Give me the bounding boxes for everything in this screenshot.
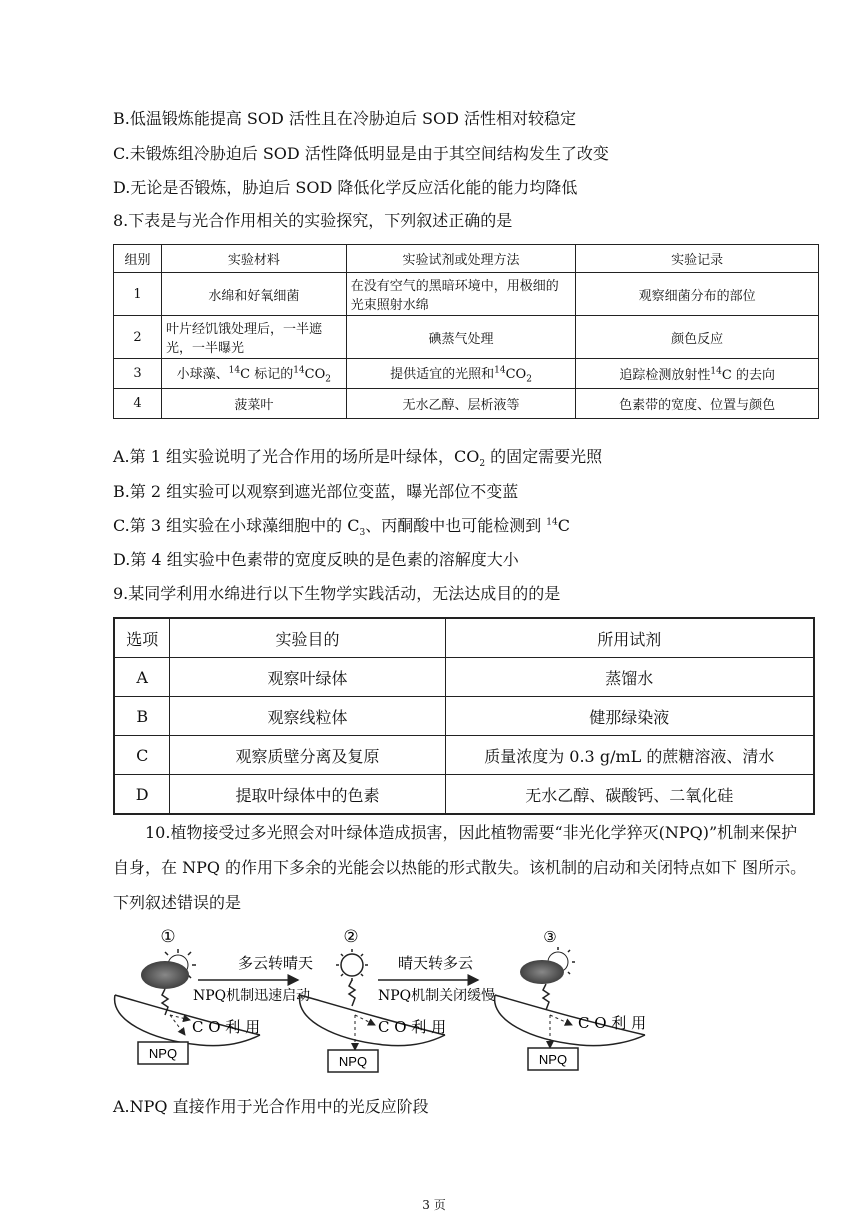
question-10-stem: 10.植物接受过多光照会对叶绿体造成损害，因此植物需要“非光化学猝灭(NPQ)”机制来保护自身，在 NPQ 的作用下多余的光能会以热能的形式散失。该机制的启动和关闭特点如下 图所示。下列叙述错误的是 <box>113 823 807 912</box>
header-group: 组别 <box>114 245 162 273</box>
header-aim: 实验目的 <box>170 618 445 658</box>
cloud-icon <box>520 960 564 984</box>
light-bolt <box>162 989 168 1015</box>
option-a-q10: A.NPQ 直接作用于光合作用中的光反应阶段 <box>113 1097 429 1116</box>
table-row: 2 叶片经饥饿处理后，一半遮光，一半曝光 碘蒸气处理 颜色反应 <box>114 316 819 359</box>
header-option: 选项 <box>114 618 170 658</box>
panel-3 <box>495 928 647 1070</box>
page-number: 3 页 <box>422 1198 446 1212</box>
co-label: C O 利 用 <box>578 1014 647 1032</box>
npq-mechanism-figure <box>110 920 660 1080</box>
npq-box: NPQ <box>538 1052 568 1067</box>
arrow1-bottom-label: NPQ机制迅速启动 <box>193 988 311 1004</box>
co-label: C O 利 用 <box>192 1018 261 1036</box>
table-row: C 观察质壁分离及复原 质量浓度为 0.3 g/mL 的蔗糖溶液、清水 <box>114 736 814 775</box>
sun-icon <box>341 954 363 976</box>
option-d-q7: D.无论是否锻炼，胁迫后 SOD 降低化学反应活化能的能力均降低 <box>113 178 578 197</box>
question-9-stem: 9.某同学利用水绵进行以下生物学实践活动，无法达成目的的是 <box>113 584 561 603</box>
table-row: 4 菠菜叶 无水乙醇、层析液等 色素带的宽度、位置与颜色 <box>114 389 819 419</box>
npq-box: NPQ <box>148 1046 178 1061</box>
option-c-q8: C.第 3 组实验在小球藻细胞中的 $C_3$、丙酮酸中也可能检测到 $^{14}$C <box>113 516 570 539</box>
table-row: B 观察线粒体 健那绿染液 <box>114 697 814 736</box>
table-row: A 观察叶绿体 蒸馏水 <box>114 658 814 697</box>
marker-1: ① <box>160 927 176 947</box>
table-row: D 提取叶绿体中的色素 无水乙醇、碳酸钙、二氧化硅 <box>114 775 814 815</box>
option-d-q8: D.第 4 组实验中色素带的宽度反映的是色素的溶解度大小 <box>113 550 519 569</box>
option-a-q8: A.第 1 组实验说明了光合作用的场所是叶绿体，$CO_2$ 的固定需要光照 <box>113 447 603 470</box>
header-record: 实验记录 <box>576 245 819 273</box>
question-8-stem: 8.下表是与光合作用相关的实验探究，下列叙述正确的是 <box>113 211 513 230</box>
option-b-q7: B.低温锻炼能提高 SOD 活性且在冷胁迫后 SOD 活性相对较稳定 <box>113 109 577 128</box>
table-row: 1 水绵和好氧细菌 在没有空气的黑暗环境中，用极细的光束照射水绵 观察细菌分布的部位 <box>114 273 819 316</box>
arrow2-bottom-label: NPQ机制关闭缓慢 <box>378 988 496 1004</box>
co-label: C O 利 用 <box>378 1018 447 1036</box>
header-reagent: 所用试剂 <box>445 618 814 658</box>
header-method: 实验试剂或处理方法 <box>346 245 576 273</box>
option-b-q8: B.第 2 组实验可以观察到遮光部位变蓝，曝光部位不变蓝 <box>113 482 519 501</box>
table-row: 3 小球藻、$^{14}$C 标记的$^{14}CO_2$ 提供适宜的光照和$^{14}CO_2$ 追踪检测放射性$^{14}$C 的去向 <box>114 359 819 389</box>
npq-box: NPQ <box>338 1054 368 1069</box>
marker-3: ③ <box>543 928 557 946</box>
arrow1-top-label: 多云转晴天 <box>238 954 314 972</box>
arrow2-top-label: 晴天转多云 <box>398 954 474 972</box>
marker-2: ② <box>343 927 359 947</box>
cloud-icon <box>141 961 189 989</box>
activity-table-q9 <box>113 617 815 815</box>
header-material: 实验材料 <box>161 245 346 273</box>
option-c-q7: C.未锻炼组冷胁迫后 SOD 活性降低明显是由于其空间结构发生了改变 <box>113 144 609 163</box>
experiment-table-q8 <box>113 244 819 419</box>
